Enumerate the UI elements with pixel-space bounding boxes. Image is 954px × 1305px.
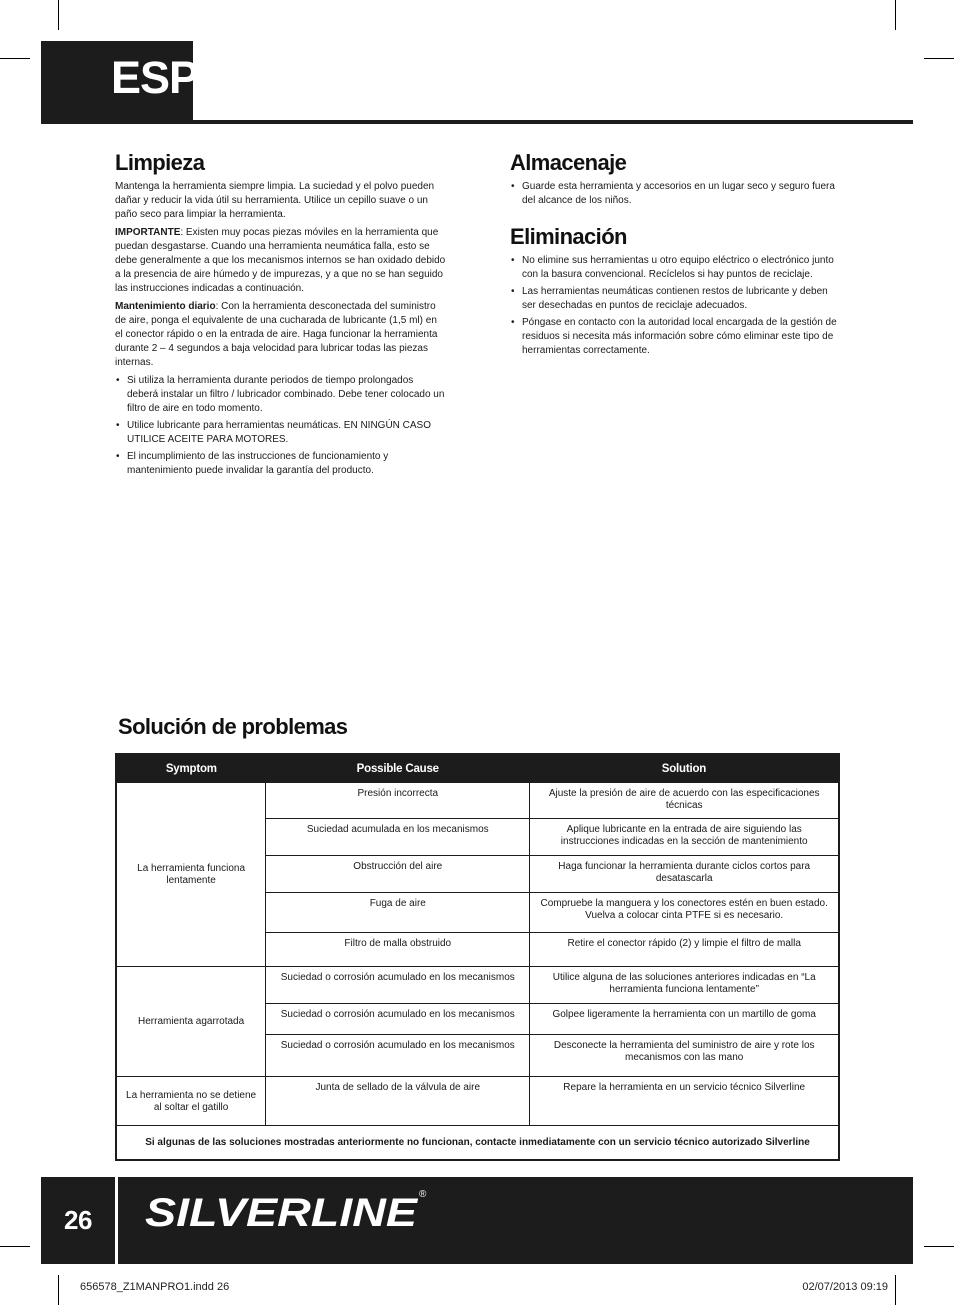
maintenance-text: : Con la herramienta desconectada del suministro de aire, ponga el equivalente de una cucharada de lubricante (1,5 ml) en el conector rápido o en la entrada de aire. Haga funcionar la herramienta durante 2 – 4 segundos a baja velocidad para lubricar todas las piezas internas.	[115, 301, 438, 368]
troubleshooting-table	[115, 753, 840, 1161]
list-item: • No elimine sus herramientas u otro equipo eléctrico o electrónico junto con la basura convencional. Recíclelos si hay puntos de reciclaje.	[510, 254, 840, 282]
cause-cell: Suciedad acumulada en los mecanismos	[266, 819, 530, 856]
table-row	[116, 967, 839, 1004]
cause-cell: Suciedad o corrosión acumulado en los mecanismos	[266, 1004, 530, 1035]
logo-wordmark: SILVERLINE	[145, 1191, 419, 1235]
cause-cell: Presión incorrecta	[266, 783, 530, 819]
table-row	[116, 1077, 839, 1126]
date-info: 02/07/2013 09:19	[802, 1281, 888, 1293]
header-symptom: Symptom	[116, 754, 266, 783]
table-footer-row	[116, 1126, 839, 1161]
symptom-cell: Herramienta agarrotada	[116, 967, 266, 1077]
limpieza-intro: Mantenga la herramienta siempre limpia. La suciedad y el polvo pueden dañar y reducir la vida útil su herramienta. Utilice un cepillo suave o un paño seco para limpiar la herramienta.	[115, 181, 435, 220]
solution-cell: Ajuste la presión de aire de acuerdo con las especificaciones técnicas	[530, 783, 839, 819]
crop-mark	[924, 58, 954, 59]
almacenaje-bullet-list	[510, 180, 840, 208]
cause-cell: Obstrucción del aire	[266, 856, 530, 893]
crop-mark	[58, 0, 59, 30]
file-info: 656578_Z1MANPRO1.indd 26	[80, 1281, 230, 1293]
eliminacion-title: Eliminación	[510, 224, 627, 249]
table-footer-note: Si algunas de las soluciones mostradas anteriormente no funcionan, contacte inmediatamente con un servicio técnico autorizado Silverline	[116, 1126, 839, 1161]
list-item: • Las herramientas neumáticas contienen restos de lubricante y deben ser desechadas en puntos de reciclaje adecuados.	[510, 285, 840, 313]
cause-cell: Filtro de malla obstruido	[266, 933, 530, 967]
troubleshooting-title: Solución de problemas	[118, 714, 348, 739]
solution-cell: Compruebe la manguera y los conectores estén en buen estado. Vuelva a colocar cinta PTFE si es necesario.	[530, 893, 839, 933]
cause-cell: Suciedad o corrosión acumulado en los mecanismos	[266, 967, 530, 1004]
solution-cell: Haga funcionar la herramienta durante ciclos cortos para desatascarla	[530, 856, 839, 893]
table-row	[116, 783, 839, 819]
header-rule	[41, 120, 913, 124]
page-number: 26	[64, 1205, 92, 1235]
cause-cell: Suciedad o corrosión acumulado en los mecanismos	[266, 1035, 530, 1077]
solution-cell: Repare la herramienta en un servicio técnico Silverline	[530, 1077, 839, 1126]
footer-divider	[115, 1177, 118, 1264]
solution-cell: Aplique lubricante en la entrada de aire siguiendo las instrucciones indicadas en la sección de mantenimiento	[530, 819, 839, 856]
section-limpieza	[115, 150, 447, 482]
important-label: IMPORTANTE	[115, 227, 181, 238]
list-item: • Utilice lubricante para herramientas neumáticas. EN NINGÚN CASO UTILICE ACEITE PARA MOTORES.	[115, 419, 447, 447]
limpieza-title: Limpieza	[115, 150, 205, 175]
crop-mark	[0, 58, 30, 59]
crop-mark	[895, 0, 896, 30]
table-header-row	[116, 754, 839, 783]
limpieza-bullet-list	[115, 374, 447, 478]
maintenance-label: Mantenimiento diario	[115, 301, 216, 312]
list-item: • Si utiliza la herramienta durante periodos de tiempo prolongados deberá instalar un filtro / lubricador combinado. Debe tener colocado un filtro de aire en todo momento.	[115, 374, 447, 416]
silverline-logo	[133, 1185, 433, 1235]
solution-cell: Desconecte la herramienta del suministro de aire y rote los mecanismos con las mano	[530, 1035, 839, 1077]
almacenaje-title: Almacenaje	[510, 150, 627, 175]
solution-cell: Utilice alguna de las soluciones anteriores indicadas en “La herramienta funciona lentamente”	[530, 967, 839, 1004]
language-tab	[41, 41, 199, 122]
section-right-column	[510, 150, 840, 362]
list-item: • Póngase en contacto con la autoridad local encargada de la gestión de residuos si necesita más información sobre cómo eliminar este tipo de herramientas correctamente.	[510, 316, 840, 358]
solution-cell: Golpee ligeramente la herramienta con un martillo de goma	[530, 1004, 839, 1035]
header-solution: Solution	[530, 754, 839, 783]
list-item: • El incumplimiento de las instrucciones de funcionamiento y mantenimiento puede invalidar la garantía del producto.	[115, 450, 447, 478]
symptom-cell: La herramienta no se detiene al soltar el gatillo	[116, 1077, 266, 1126]
important-text: : Existen muy pocas piezas móviles en la herramienta que puedan desgastarse. Cuando una herramienta neumática falla, esto se debe generalmente a que los mecanismos internos se han oxidado debido a la presencia de aire húmedo y de impurezas, y a que no se han seguido las instrucciones indicadas a continuación.	[115, 227, 446, 294]
crop-mark	[924, 1246, 954, 1247]
crop-mark	[58, 1275, 59, 1305]
language-code: ESP	[111, 52, 199, 103]
limpieza-maintenance	[115, 300, 447, 370]
limpieza-important	[115, 226, 447, 296]
solution-cell: Retire el conector rápido (2) y limpie el filtro de malla	[530, 933, 839, 967]
crop-mark	[895, 1275, 896, 1305]
cause-cell: Junta de sellado de la válvula de aire	[266, 1077, 530, 1126]
eliminacion-bullet-list	[510, 254, 840, 358]
list-item: • Guarde esta herramienta y accesorios en un lugar seco y seguro fuera del alcance de los niños.	[510, 180, 840, 208]
cause-cell: Fuga de aire	[266, 893, 530, 933]
crop-mark	[0, 1246, 30, 1247]
symptom-cell: La herramienta funciona lentamente	[116, 783, 266, 967]
registered-mark: ®	[419, 1189, 427, 1200]
header-cause: Possible Cause	[266, 754, 530, 783]
